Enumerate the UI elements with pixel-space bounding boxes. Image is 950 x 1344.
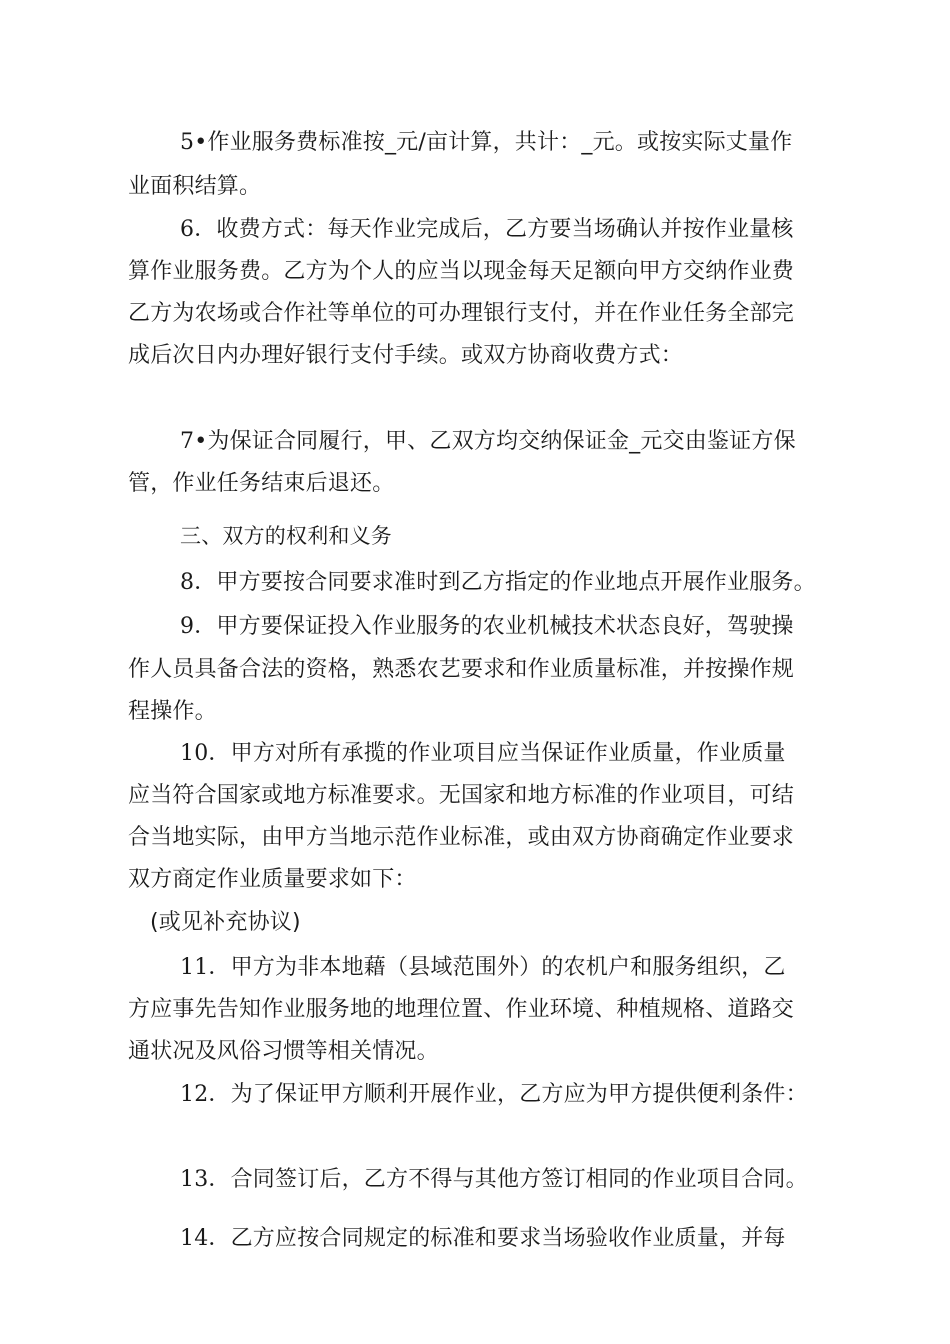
para-10-number: 10． [180,741,231,766]
para-13-number: 13． [180,1167,231,1192]
para-9-line-3: 程操作。 [128,699,217,724]
para-6-text-1: 收费方式：每天作业完成后，乙方要当场确认并按作业量核 [216,217,794,242]
para-6-number: 6． [180,217,217,242]
para-13-text-1: 合同签订后，乙方不得与其他方签订相同的作业项目合同。 [230,1167,808,1192]
para-11-number: 11． [180,955,231,980]
para-8-text-1: 甲方要按合同要求准时到乙方指定的作业地点开展作业服务。 [216,570,816,595]
para-7-line-1 [180,427,796,457]
para-12-text-1: 为了保证甲方顺利开展作业，乙方应为甲方提供便利条件： [230,1082,808,1107]
para-10-text-1: 甲方对所有承揽的作业项目应当保证作业质量，作业质量 [230,741,786,766]
supplementary-note: (或见补充协议) [150,910,301,935]
para-6-line-3: 乙方为农场或合作社等单位的可办理银行支付，并在作业任务全部完 [128,301,795,326]
para-10-line-1 [180,739,786,769]
para-8-number: 8． [180,570,217,595]
para-11-line-2: 方应事先告知作业服务地的地理位置、作业环境、种植规格、道路交 [128,997,795,1022]
section-heading: 三、双方的权利和义务 [180,524,392,548]
para-7-line-2: 管，作业任务结束后退还。 [128,471,395,496]
para-5-number: 5• [180,130,208,155]
para-9-number: 9． [180,614,217,639]
para-12-line-1 [180,1080,808,1110]
para-10-line-4: 双方商定作业质量要求如下： [128,867,417,892]
para-5-line-2: 业面积结算。 [128,174,262,199]
para-7-number: 7• [180,429,208,454]
para-9-line-1 [180,612,794,642]
para-11-line-3: 通状况及风俗习惯等相关情况。 [128,1039,439,1064]
para-5-text-1: 作业服务费标准按_元/亩计算，共计：_元。或按实际丈量作 [207,130,793,155]
para-14-text-1: 乙方应按合同规定的标准和要求当场验收作业质量，并每 [230,1226,786,1251]
para-14-line-1 [180,1224,786,1254]
para-14-number: 14． [180,1226,231,1251]
para-11-line-1 [180,953,786,983]
para-8-line-1 [180,568,816,598]
para-6-line-1 [180,215,794,245]
para-13-line-1 [180,1165,808,1195]
para-7-text-1: 为保证合同履行，甲、乙双方均交纳保证金_元交由鉴证方保 [207,429,796,454]
para-5-line-1 [180,128,792,158]
para-10-line-2: 应当符合国家或地方标准要求。无国家和地方标准的作业项目，可结 [128,783,795,808]
para-6-line-2: 算作业服务费。乙方为个人的应当以现金每天足额向甲方交纳作业费 [128,259,795,284]
para-6-line-4: 成后次日内办理好银行支付手续。或双方协商收费方式： [128,343,684,368]
para-12-number: 12． [180,1082,231,1107]
para-11-text-1: 甲方为非本地藉（县域范围外）的农机户和服务组织，乙 [230,955,786,980]
para-10-line-3: 合当地实际，由甲方当地示范作业标准，或由双方协商确定作业要求 [128,825,795,850]
para-9-line-2: 作人员具备合法的资格，熟悉农艺要求和作业质量标准，并按操作规 [128,657,795,682]
para-9-text-1: 甲方要保证投入作业服务的农业机械技术状态良好，驾驶操 [216,614,794,639]
